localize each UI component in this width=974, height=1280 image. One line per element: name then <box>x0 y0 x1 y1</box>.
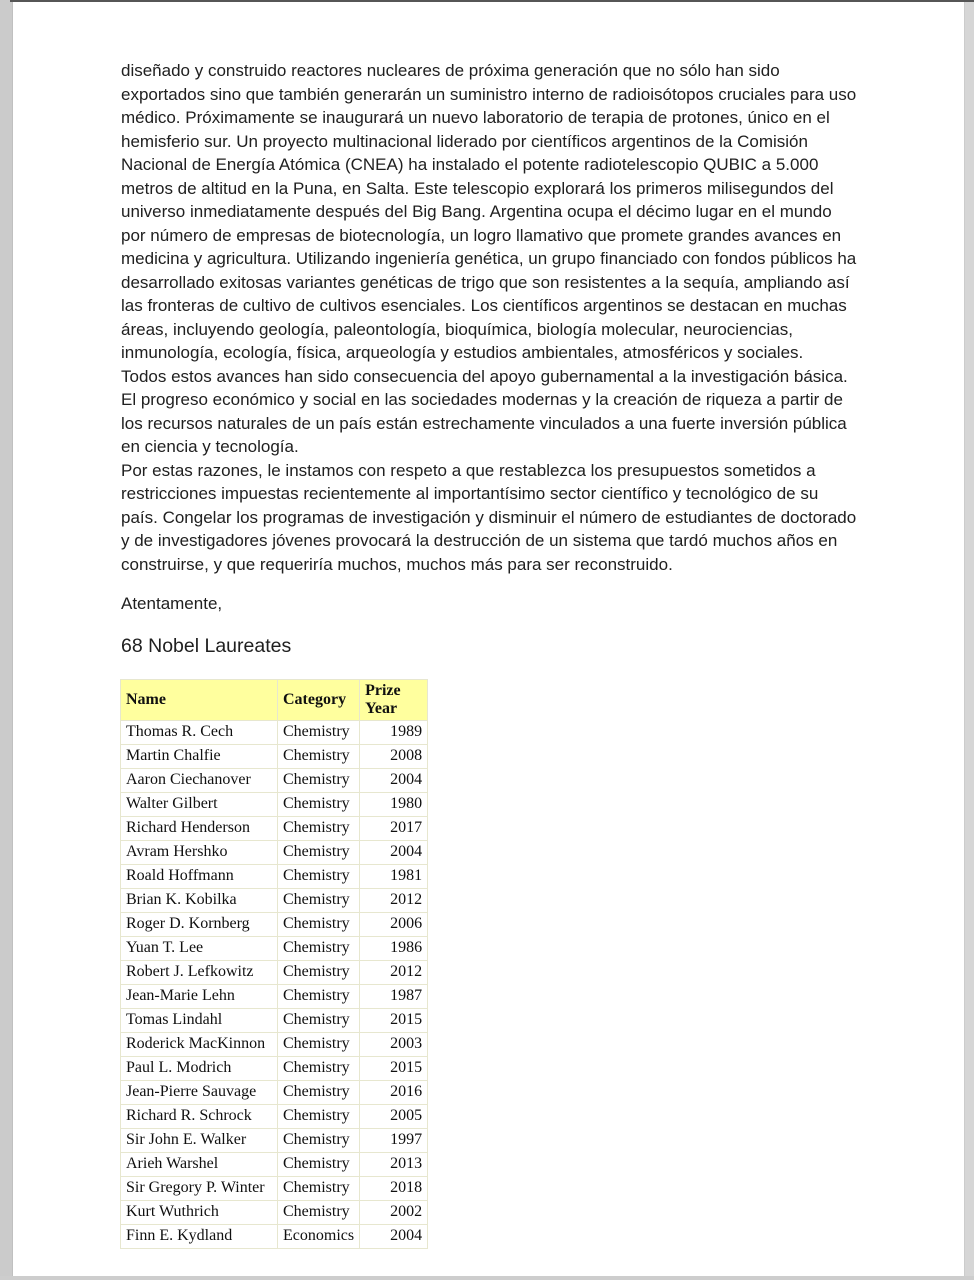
laureates-table <box>120 679 428 1249</box>
table-row <box>121 864 428 888</box>
cell-name: Jean-Pierre Sauvage <box>121 1080 278 1104</box>
cell-name: Tomas Lindahl <box>121 1008 278 1032</box>
table-row <box>121 1224 428 1248</box>
cell-category: Chemistry <box>278 816 360 840</box>
cell-category: Chemistry <box>278 1080 360 1104</box>
cell-year: 2013 <box>360 1152 428 1176</box>
col-header-prize-year: Prize Year <box>360 679 428 720</box>
cell-name: Thomas R. Cech <box>121 720 278 744</box>
page-edge-bottom <box>0 1276 974 1280</box>
cell-category: Chemistry <box>278 912 360 936</box>
cell-name: Robert J. Lefkowitz <box>121 960 278 984</box>
cell-year: 2015 <box>360 1056 428 1080</box>
table-row <box>121 936 428 960</box>
table-row <box>121 1176 428 1200</box>
cell-name: Avram Hershko <box>121 840 278 864</box>
table-row <box>121 984 428 1008</box>
cell-name: Brian K. Kobilka <box>121 888 278 912</box>
page-edge-left <box>0 0 13 1280</box>
cell-category: Chemistry <box>278 1200 360 1224</box>
cell-name: Richard R. Schrock <box>121 1104 278 1128</box>
table-row <box>121 960 428 984</box>
cell-category: Chemistry <box>278 864 360 888</box>
table-row <box>121 744 428 768</box>
cell-year: 2005 <box>360 1104 428 1128</box>
cell-name: Sir Gregory P. Winter <box>121 1176 278 1200</box>
cell-category: Chemistry <box>278 720 360 744</box>
cell-name: Roald Hoffmann <box>121 864 278 888</box>
letter-page <box>121 0 858 1249</box>
table-row <box>121 1032 428 1056</box>
cell-category: Chemistry <box>278 984 360 1008</box>
cell-category: Chemistry <box>278 1176 360 1200</box>
cell-year: 2017 <box>360 816 428 840</box>
col-header-category: Category <box>278 679 360 720</box>
table-row <box>121 720 428 744</box>
cell-name: Jean-Marie Lehn <box>121 984 278 1008</box>
cell-name: Finn E. Kydland <box>121 1224 278 1248</box>
cell-year: 2015 <box>360 1008 428 1032</box>
cell-category: Chemistry <box>278 888 360 912</box>
table-row <box>121 1008 428 1032</box>
cell-name: Richard Henderson <box>121 816 278 840</box>
cell-year: 2002 <box>360 1200 428 1224</box>
page-edge-right <box>964 0 974 1280</box>
table-row <box>121 840 428 864</box>
cell-year: 2004 <box>360 768 428 792</box>
cell-category: Chemistry <box>278 1128 360 1152</box>
letter-paragraph-1: diseñado y construido reactores nucleares de próxima generación que no sólo han sido exportados sino que también generarán un suministro interno de radioisótopos cruciales para uso médico. Próximamente se inaugurará un nuevo laboratorio de terapia de protones, único en el hemisferio sur. Un proyecto multinacional liderado por científicos argentinos de la Comisión Nacional de Energía Atómica (CNEA) ha instalado el potente radiotelescopio QUBIC a 5.000 metros de altitud en la Puna, en Salta. Este telescopio explorará los primeros milisegundos del universo inmediatamente después del Big Bang. Argentina ocupa el décimo lugar en el mundo por número de empresas de biotecnología, un logro llamativo que promete grandes avances en medicina y agricultura. Utilizando ingeniería genética, un grupo financiado con fondos públicos ha desarrollado exitosas variantes genéticas de trigo que son resistentes a la sequía, ampliando así las fronteras de cultivo de cultivos esenciales. Los científicos argentinos se destacan en muchas áreas, incluyendo geología, paleontología, bioquímica, biología molecular, neurociencias, inmunología, ecología, física, arqueología y estudios ambientales, atmosféricos y sociales. <box>121 61 857 362</box>
cell-year: 1987 <box>360 984 428 1008</box>
cell-year: 2004 <box>360 1224 428 1248</box>
cell-year: 1986 <box>360 936 428 960</box>
table-row <box>121 1128 428 1152</box>
cell-category: Chemistry <box>278 1032 360 1056</box>
cell-year: 2012 <box>360 888 428 912</box>
cell-year: 1997 <box>360 1128 428 1152</box>
table-row <box>121 888 428 912</box>
table-row <box>121 1104 428 1128</box>
letter-paragraph-3: Por estas razones, le instamos con respeto a que restablezca los presupuestos sometidos a restricciones impuestas recientemente al importantísimo sector científico y tecnológico de su país. Congelar los programas de investigación y disminuir el número de estudiantes de doctorado y de investigadores jóvenes provocará la destrucción de un sistema que tardó muchos años en construirse, y que requeriría muchos, muchos más para ser reconstruido. <box>121 460 857 574</box>
table-row <box>121 768 428 792</box>
cell-category: Chemistry <box>278 1008 360 1032</box>
cell-year: 1981 <box>360 864 428 888</box>
cell-category: Chemistry <box>278 792 360 816</box>
cell-name: Roger D. Kornberg <box>121 912 278 936</box>
cell-name: Kurt Wuthrich <box>121 1200 278 1224</box>
cell-name: Yuan T. Lee <box>121 936 278 960</box>
cell-year: 2003 <box>360 1032 428 1056</box>
table-row <box>121 1200 428 1224</box>
cell-category: Chemistry <box>278 1056 360 1080</box>
cell-category: Chemistry <box>278 744 360 768</box>
cell-category: Chemistry <box>278 1152 360 1176</box>
cell-year: 2016 <box>360 1080 428 1104</box>
cell-year: 2006 <box>360 912 428 936</box>
cell-name: Arieh Warshel <box>121 1152 278 1176</box>
table-row <box>121 816 428 840</box>
laureates-tbody <box>121 720 428 1248</box>
cell-category: Chemistry <box>278 768 360 792</box>
table-row <box>121 1080 428 1104</box>
cell-year: 2018 <box>360 1176 428 1200</box>
cell-name: Roderick MacKinnon <box>121 1032 278 1056</box>
cell-category: Economics <box>278 1224 360 1248</box>
table-header-row <box>121 679 428 720</box>
cell-category: Chemistry <box>278 960 360 984</box>
cell-name: Paul L. Modrich <box>121 1056 278 1080</box>
cell-category: Chemistry <box>278 1104 360 1128</box>
cell-category: Chemistry <box>278 840 360 864</box>
cell-year: 2008 <box>360 744 428 768</box>
letter-closing: Atentamente, <box>121 594 223 613</box>
cell-category: Chemistry <box>278 936 360 960</box>
cell-year: 2004 <box>360 840 428 864</box>
cell-year: 1989 <box>360 720 428 744</box>
cell-name: Walter Gilbert <box>121 792 278 816</box>
signatories-heading: 68 Nobel Laureates <box>121 634 292 657</box>
table-row <box>121 1152 428 1176</box>
cell-year: 2012 <box>360 960 428 984</box>
cell-year: 1980 <box>360 792 428 816</box>
table-row <box>121 912 428 936</box>
letter-paragraph-2: Todos estos avances han sido consecuencia del apoyo gubernamental a la investigación básica. El progreso económico y social en las sociedades modernas y la creación de riqueza a partir de los recursos naturales de un país están estrechamente vinculados a una fuerte inversión pública en ciencia y tecnología. <box>121 366 848 456</box>
table-row <box>121 1056 428 1080</box>
cell-name: Aaron Ciechanover <box>121 768 278 792</box>
table-row <box>121 792 428 816</box>
cell-name: Sir John E. Walker <box>121 1128 278 1152</box>
cell-name: Martin Chalfie <box>121 744 278 768</box>
col-header-name: Name <box>121 679 278 720</box>
